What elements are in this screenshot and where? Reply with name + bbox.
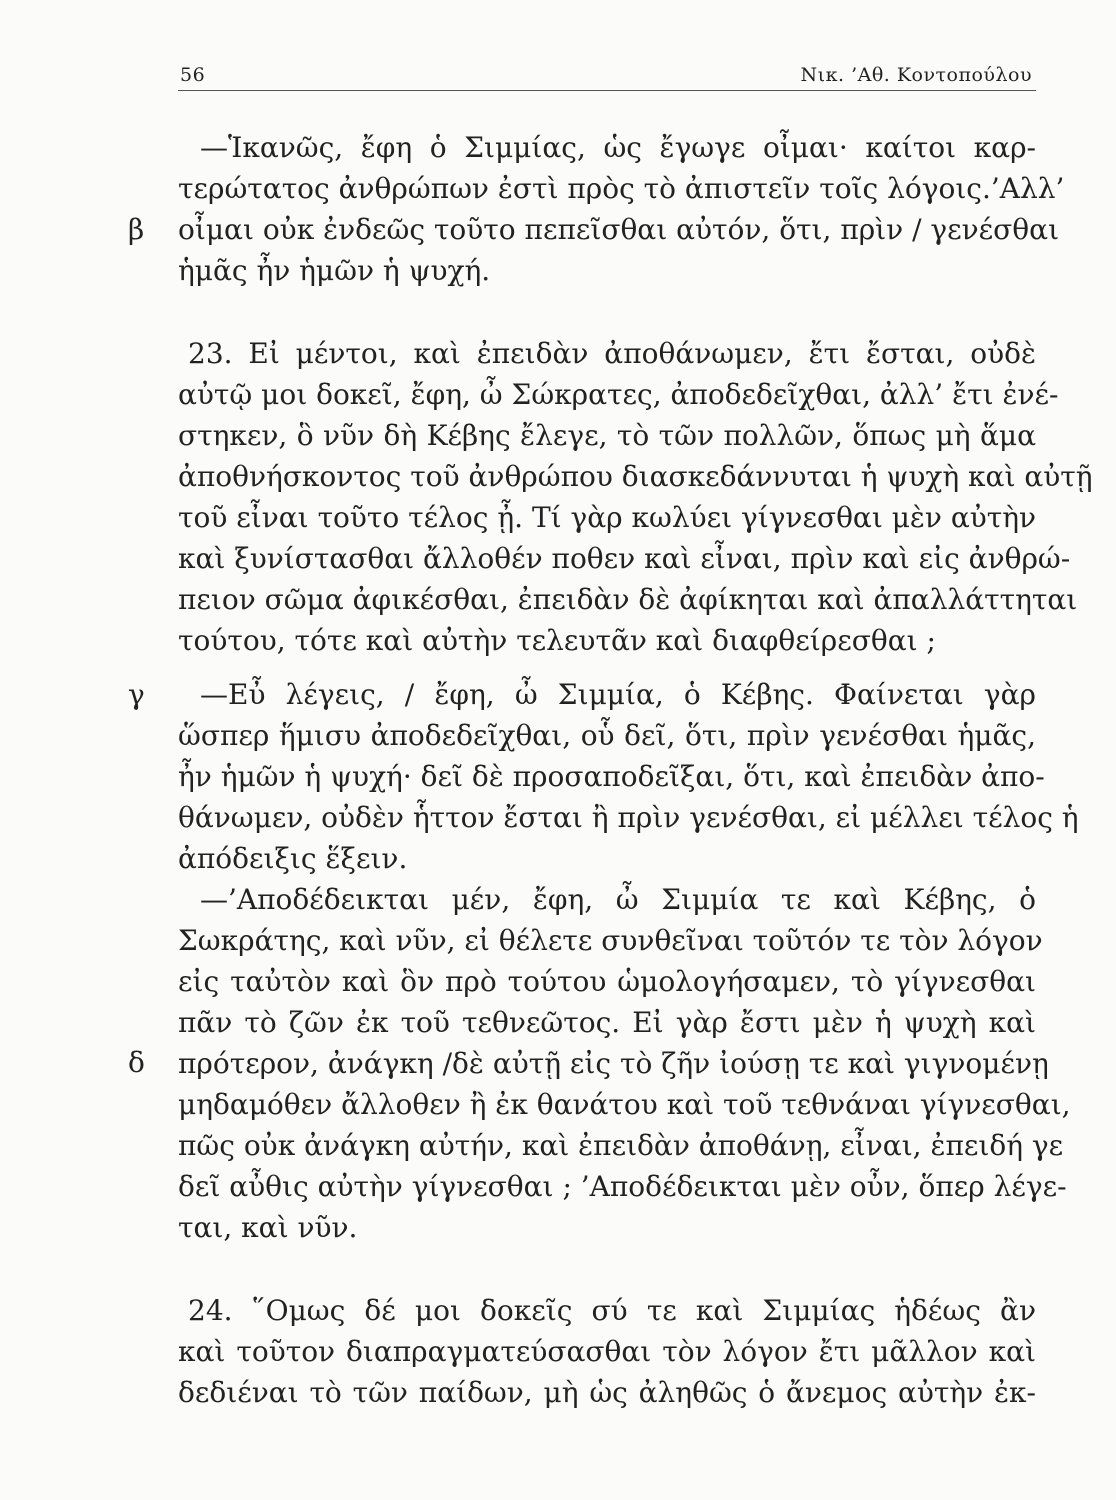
text-line: τούτου, τότε καὶ αὐτὴν τελευτᾶν καὶ διαφθείρεσθαι ; — [178, 624, 936, 657]
running-header — [178, 60, 1036, 91]
text-line: ἦν ἡμῶν ἡ ψυχή· δεῖ δὲ προσαποδεῖξαι, ὅτι, καὶ ἐπειδὰν ἀπο- — [178, 760, 1045, 793]
running-head-author: Νικ. ’Αθ. Κοντοπούλου — [800, 64, 1032, 86]
text-line: μηδαμόθεν ἄλλοθεν ἢ ἐκ θανάτου καὶ τοῦ τεθνάναι γίγνεσθαι, — [178, 1088, 1071, 1121]
page-number: 56 — [180, 64, 206, 86]
margin-marker-delta: δ — [128, 1046, 145, 1079]
text-line: καὶ τοῦτον διαπραγματεύσασθαι τὸν λόγον ἔτι μᾶλλον καὶ — [178, 1335, 1036, 1368]
margin-marker-beta: β — [128, 213, 145, 246]
text-line: εἰς ταὐτὸν καὶ ὃν πρὸ τούτου ὡμολογήσαμεν, τὸ γίγνεσθαι — [178, 965, 1036, 998]
text-line: Σωκράτης, καὶ νῦν, εἰ θέλετε συνθεῖναι τοῦτόν τε τὸν λόγον — [178, 924, 1043, 957]
text-line: —’Αποδέδεικται μέν, ἔφη, ὦ Σιμμία τε καὶ Κέβης, ὁ — [200, 883, 1036, 916]
text-line: πᾶν τὸ ζῶν ἐκ τοῦ τεθνεῶτος. Εἰ γὰρ ἔστι μὲν ἡ ψυχὴ καὶ — [178, 1006, 1036, 1039]
text-line: ἀποθνήσκοντος τοῦ ἀνθρώπου διασκεδάννυται ἡ ψυχὴ καὶ αὐτῇ — [178, 460, 1093, 493]
text-line: καὶ ξυνίστασθαι ἄλλοθέν ποθεν καὶ εἶναι, πρὶν καὶ εἰς ἀνθρώ- — [178, 542, 1071, 575]
text-line: στηκεν, ὃ νῦν δὴ Κέβης ἔλεγε, τὸ τῶν πολλῶν, ὅπως μὴ ἅμα — [178, 419, 1036, 452]
text-line: δεῖ αὖθις αὐτὴν γίγνεσθαι ; ’Αποδέδεικται μὲν οὖν, ὅπερ λέγε- — [178, 1170, 1067, 1203]
text-line: τερώτατος ἀνθρώπων ἐστὶ πρὸς τὸ ἀπιστεῖν τοῖς λόγοις.’Αλλ’ — [178, 172, 1065, 205]
text-line: θάνωμεν, οὐδὲν ἧττον ἔσται ἢ πρὶν γενέσθαι, εἰ μέλλει τέλος ἡ — [178, 801, 1079, 834]
text-line: ἀπόδειξις ἕξειν. — [178, 842, 408, 875]
text-line: πρότερον, ἀνάγκη /δὲ αὐτῇ εἰς τὸ ζῆν ἰούσῃ τε καὶ γιγνομένῃ — [178, 1047, 1049, 1080]
text-line: 24. ῞Ομως δέ μοι δοκεῖς σύ τε καὶ Σιμμίας ἡδέως ἂν — [188, 1294, 1036, 1327]
text-line: δεδιέναι τὸ τῶν παίδων, μὴ ὡς ἀληθῶς ὁ ἄνεμος αὐτὴν ἐκ- — [178, 1376, 1036, 1409]
text-line: ἡμᾶς ἦν ἡμῶν ἡ ψυχή. — [178, 254, 491, 287]
text-line: αὐτῷ μοι δοκεῖ, ἔφη, ὦ Σώκρατες, ἀποδεδεῖχθαι, ἀλλ’ ἔτι ἐνέ- — [178, 378, 1059, 411]
text-line: πειον σῶμα ἀφικέσθαι, ἐπειδὰν δὲ ἀφίκηται καὶ ἀπαλλάττηται — [178, 583, 1078, 616]
text-line: πῶς οὐκ ἀνάγκη αὐτήν, καὶ ἐπειδὰν ἀποθάνῃ, εἶναι, ἐπειδή γε — [178, 1129, 1064, 1162]
margin-marker-gamma: γ — [128, 678, 145, 711]
text-line: τοῦ εἶναι τοῦτο τέλος ᾖ. Τί γὰρ κωλύει γίγνεσθαι μὲν αὐτὴν — [178, 501, 1037, 534]
text-line: 23. Εἰ μέντοι, καὶ ἐπειδὰν ἀποθάνωμεν, ἔτι ἔσται, οὐδὲ — [188, 337, 1036, 370]
text-line: οἶμαι οὐκ ἐνδεῶς τοῦτο πεπεῖσθαι αὐτόν, ὅτι, πρὶν / γενέσθαι — [178, 213, 1060, 246]
text-line: —Ἱκανῶς, ἔφη ὁ Σιμμίας, ὡς ἔγωγε οἶμαι· καίτοι καρ- — [200, 131, 1036, 164]
text-line: ται, καὶ νῦν. — [178, 1211, 358, 1244]
text-line: ὥσπερ ἥμισυ ἀποδεδεῖχθαι, οὗ δεῖ, ὅτι, πρὶν γενέσθαι ἡμᾶς, — [178, 719, 1036, 752]
text-line: —Εὖ λέγεις, / ἔφη, ὦ Σιμμία, ὁ Κέβης. Φαίνεται γὰρ — [200, 678, 1036, 711]
